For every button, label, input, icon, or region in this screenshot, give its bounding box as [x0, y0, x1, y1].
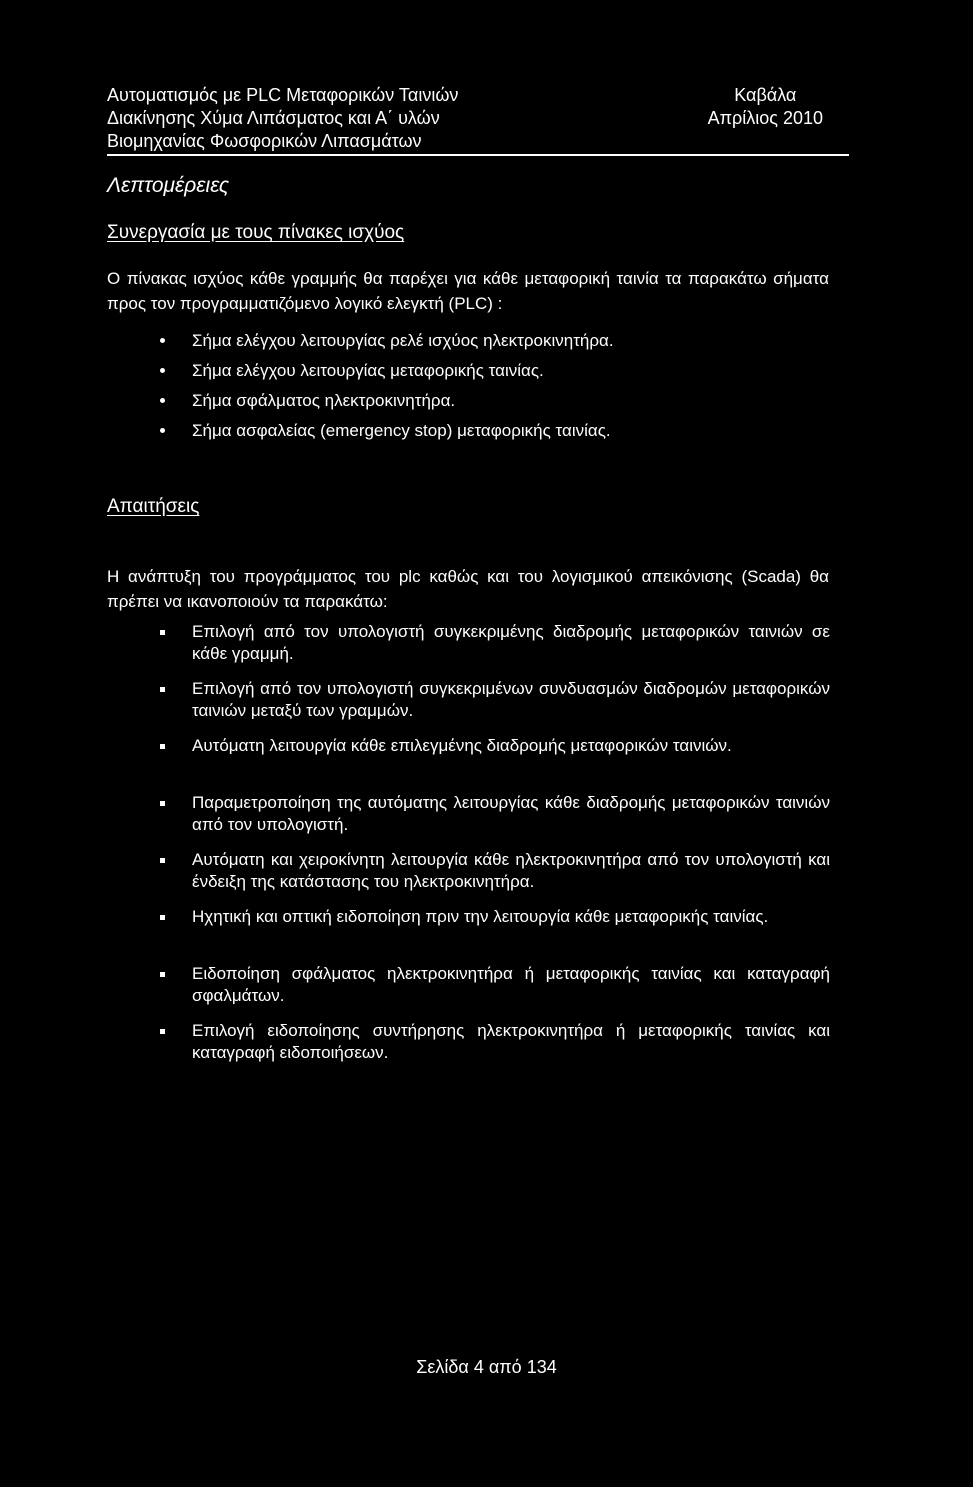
bullet-icon	[160, 744, 165, 749]
bullet-icon	[160, 630, 165, 635]
list-item: Σήμα ασφαλείας (emergency stop) μεταφορικής ταινίας.	[160, 416, 614, 446]
requirements-list	[160, 621, 830, 1077]
bullet-icon	[160, 1029, 165, 1034]
signal-list	[160, 326, 614, 446]
page-number: Σελίδα 4 από 134	[416, 1357, 557, 1377]
list-item: Ηχητική και οπτική ειδοποίηση πριν την λειτουργία κάθε μεταφορικής ταινίας.	[160, 906, 830, 963]
list-item: Ειδοποίηση σφάλματος ηλεκτροκινητήρα ή μεταφορικής ταινίας και καταγραφή σφαλμάτων.	[160, 963, 830, 1020]
section-title: Λεπτομέρειες	[107, 174, 230, 197]
list-item: Επιλογή ειδοποίησης συντήρησης ηλεκτροκινητήρα ή μεταφορικής ταινίας και καταγραφή ειδοποιήσεων.	[160, 1020, 830, 1077]
header-document-title	[107, 84, 458, 153]
bullet-icon	[160, 428, 165, 433]
list-item: Επιλογή από τον υπολογιστή συγκεκριμένων συνδυασμών διαδρομών μεταφορικών ταινιών μεταξύ των γραμμών.	[160, 678, 830, 735]
bullet-icon	[160, 858, 165, 863]
header-divider	[107, 154, 849, 156]
list-item: Αυτόματη λειτουργία κάθε επιλεγμένης διαδρομής μεταφορικών ταινιών.	[160, 735, 830, 792]
bullet-icon	[160, 972, 165, 977]
list-item: Σήμα ελέγχου λειτουργίας μεταφορικής ταινίας.	[160, 356, 614, 386]
list-item: Σήμα σφάλματος ηλεκτροκινητήρα.	[160, 386, 614, 416]
header-place: Καβάλα	[734, 85, 797, 105]
bullet-icon	[160, 801, 165, 806]
list-item: Παραμετροποίηση της αυτόματης λειτουργίας κάθε διαδρομής μεταφορικών ταινιών από τον υπολογιστή.	[160, 792, 830, 849]
list-item: Επιλογή από τον υπολογιστή συγκεκριμένης διαδρομής μεταφορικών ταινιών σε κάθε γραμμή.	[160, 621, 830, 678]
bullet-icon	[160, 368, 165, 373]
header-place-date	[708, 84, 823, 130]
bullet-icon	[160, 687, 165, 692]
header-title-line: Αυτοματισμός με PLC Μεταφορικών Ταινιών	[107, 85, 459, 105]
header-title-line: Διακίνησης Χύμα Λιπάσματος και Α΄ υλών	[107, 108, 440, 128]
list-item: Αυτόματη και χειροκίνητη λειτουργία κάθε ηλεκτροκινητήρα από τον υπολογιστή και ένδειξη της κατάστασης του ηλεκτροκινητήρα.	[160, 849, 830, 906]
bullet-icon	[160, 338, 165, 343]
bullet-icon	[160, 915, 165, 920]
bullet-icon	[160, 398, 165, 403]
page-header	[107, 84, 849, 156]
power-panels-intro: Ο πίνακας ισχύος κάθε γραμμής θα παρέχει για κάθε μεταφορική ταινία τα παρακάτω σήματα προς τον προγραμματιζόμενο λογικό ελεγκτή (PLC) :	[107, 269, 829, 313]
header-title-line: Βιομηχανίας Φωσφορικών Λιπασμάτων	[107, 131, 422, 151]
header-date: Απρίλιος 2010	[707, 108, 823, 128]
requirements-heading: Απαιτήσεις	[107, 496, 200, 517]
requirements-intro: Η ανάπτυξη του προγράμματος του plc καθώς και του λογισμικού απεικόνισης (Scada) θα πρέπει να ικανοποιούν τα παρακάτω:	[107, 567, 829, 611]
list-item: Σήμα ελέγχου λειτουργίας ρελέ ισχύος ηλεκτροκινητήρα.	[160, 326, 614, 356]
power-panels-heading: Συνεργασία με τους πίνακες ισχύος	[107, 222, 405, 243]
